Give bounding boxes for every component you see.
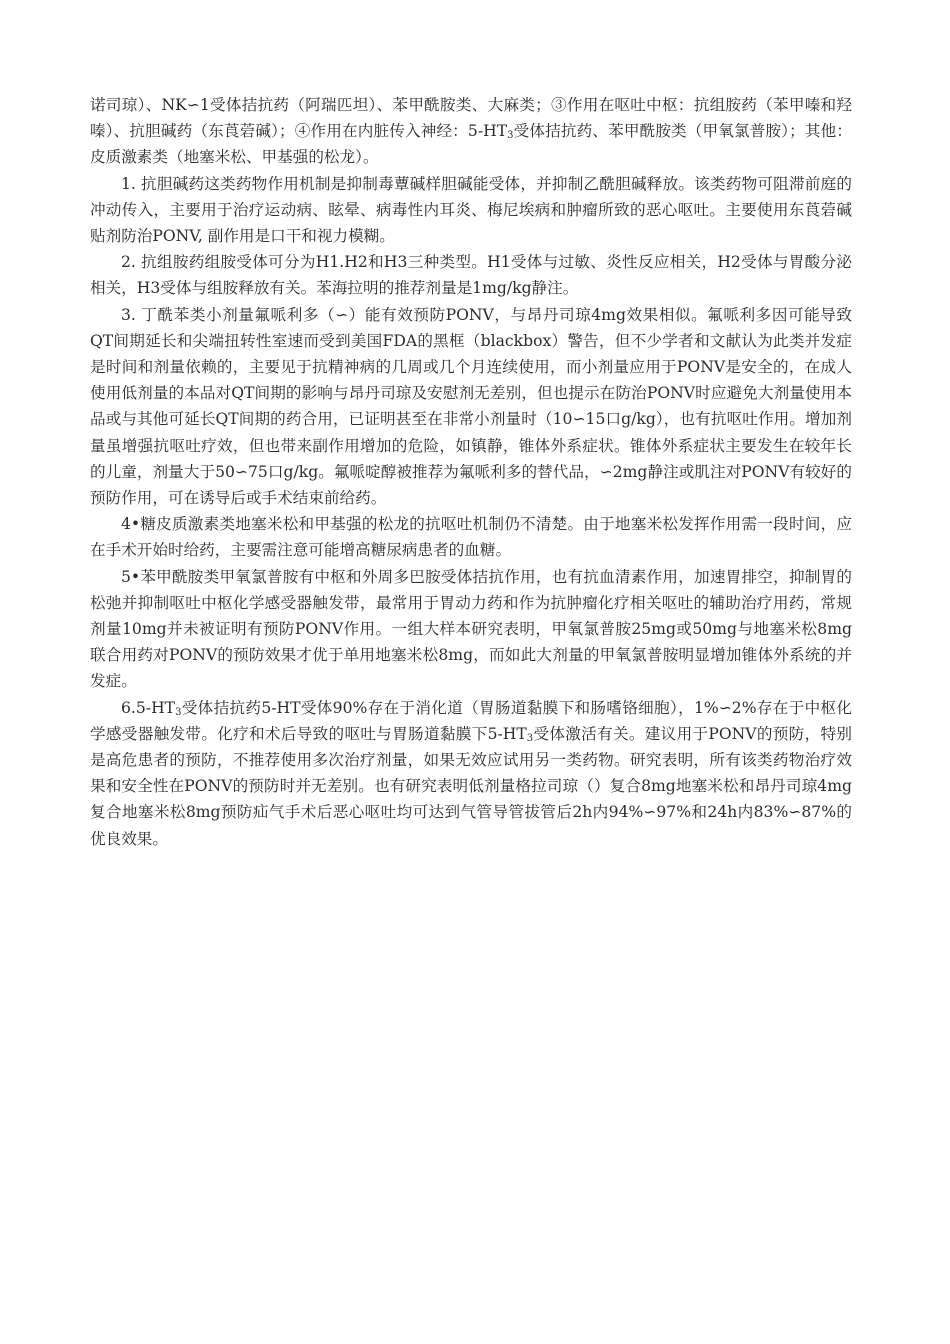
paragraph-text: 受体激活有关。建议用于PONV的预防，特别是高危患者的预防，不推荐使用多次治疗剂量，如果无效应试用另一类药物。研究表明，所有该类药物治疗效果和安全性在PONV的预防时并无差别。也有研究表明低剂量格拉司琼（）复合8mg地塞米松和昂丹司琼4mg复合地塞米松8mg预防疝气手术后恶心呕吐均可达到气管导管拔管后2h内94%∽97%和24h内83%∽87%的优良效果。 xyxy=(90,724,852,848)
paragraph-text: 受体拮抗药5-HT受体90%存在于消化道（胃肠道黏膜下和肠嗜铬细胞），1%∽2%存在于中枢化学感受器触发带。化疗和术后导致的呕吐与胃肠道黏膜下5-HT xyxy=(90,698,852,743)
subscript: 3 xyxy=(175,706,182,718)
subscript: 3 xyxy=(507,130,514,142)
paragraph-text: 受体拮抗药、苯甲酰胺类（甲氧氯普胺）；其他：皮质激素类（地塞米松、甲基强的松龙）。 xyxy=(90,122,853,167)
paragraph-butyrophenones: 3. 丁酰苯类小剂量氟哌利多（∽）能有效预防PONV，与昂丹司琼4mg效果相似。氟哌利多因可能导致QT间期延长和尖端扭转性室速而受到美国FDA的黑框（blackbox）警告，但不少学者和文献认为此类并发症是时间和剂量依赖的，主要见于抗精神病的几周或几个月连续使用，而小剂量应用于PONV是安全的，在成人使用低剂量的本品对QT间期的影响与昂丹司琼及安慰剂无差别，但也提示在防治PONV时应避免大剂量使用本品或与其他可延长QT间期的药合用，已证明甚至在非常小剂量时（10∽15口g/kg），也有抗呕吐作用。增加剂量虽增强抗呕吐疗效，但也带来副作用增加的危险，如镇静，锥体外系症状。锥体外系症状主要发生在较年长的儿童，剂量大于50∽75口g/kg。氟哌啶醇被推荐为氟哌利多的替代品，∽2mg静注或肌注对PONV有较好的预防作用，可在诱导后或手术结束前给药。 xyxy=(90,305,852,508)
paragraph-antiemetic-classes xyxy=(90,92,852,171)
paragraph-text: 6.5-HT xyxy=(121,698,176,717)
paragraph-anticholinergics: 1. 抗胆碱药这类药物作用机制是抑制毒蕈碱样胆碱能受体，并抑制乙酰胆碱释放。该类药物可阻滞前庭的冲动传入，主要用于治疗运动病、眩晕、病毒性内耳炎、梅尼埃病和肿瘤所致的恶心呕吐。主要使用东莨菪碱贴剂防治PONV, 副作用是口干和视力模糊。 xyxy=(90,174,852,246)
document-body xyxy=(90,92,852,852)
paragraph-5ht3-antagonists xyxy=(90,695,852,852)
paragraph-glucocorticoids: 4•糖皮质激素类地塞米松和甲基强的松龙的抗呕吐机制仍不清楚。由于地塞米松发挥作用需一段时间，应在手术开始时给药，主要需注意可能增高糖尿病患者的血糖。 xyxy=(90,515,852,560)
subscript: 3 xyxy=(526,732,534,744)
paragraph-benzamides: 5•苯甲酰胺类甲氧氯普胺有中枢和外周多巴胺受体拮抗作用，也有抗血清素作用，加速胃排空，抑制胃的松弛并抑制呕吐中枢化学感受器触发带，最常用于胃动力药和作为抗肿瘤化疗相关呕吐的辅助治疗用药，常规剂量10mg并未被证明有预防PONV作用。一组大样本研究表明，甲氧氯普胺25mg或50mg与地塞米松8mg联合用药对PONV的预防效果才优于单用地塞米松8mg，而如此大剂量的甲氧氯普胺明显增加锥体外系统的并发症。 xyxy=(90,567,852,691)
paragraph-antihistamines: 2. 抗组胺药组胺受体可分为H1.H2和H3三种类型。H1受体与过敏、炎性反应相关，H2受体与胃酸分泌相关，H3受体与组胺释放有关。苯海拉明的推荐剂量是1mg/kg静注。 xyxy=(90,253,852,298)
paragraph-text: 诺司琼）、NK∽1受体拮抗药（阿瑞匹坦）、苯甲酰胺类、大麻类；③作用在呕吐中枢：抗组胺药（苯甲嗪和羟嗪）、抗胆碱药（东莨菪碱）；④作用在内脏传入神经：5-HT xyxy=(90,96,852,141)
